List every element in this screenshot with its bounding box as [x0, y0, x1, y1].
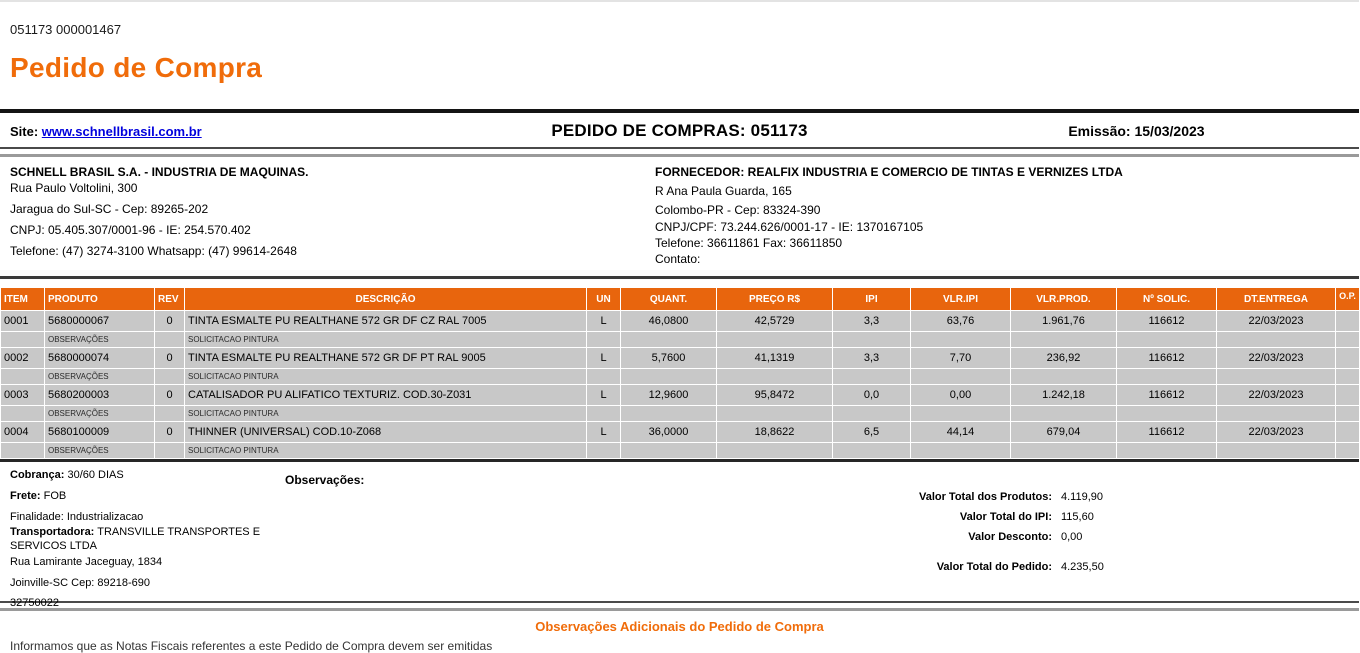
- col-header-produto: PRODUTO: [45, 288, 155, 311]
- cell-descricao: TINTA ESMALTE PU REALTHANE 572 GR DF CZ RAL 7005: [185, 311, 587, 332]
- total-discount-row: [615, 531, 1112, 543]
- footer-section: [0, 459, 1359, 610]
- cell-un: L: [587, 311, 621, 332]
- empty-cell: [587, 406, 621, 422]
- carrier-code: 32750022: [10, 597, 59, 610]
- col-header-rev: REV: [155, 288, 185, 311]
- buyer-block: [10, 165, 655, 266]
- header-divider: [0, 147, 1359, 157]
- cell-entrega: 22/03/2023: [1217, 311, 1336, 332]
- cell-op: [1336, 385, 1360, 406]
- empty-cell: [717, 369, 833, 385]
- empty-cell: [155, 406, 185, 422]
- total-products-row: [615, 491, 1112, 503]
- cell-rev: 0: [155, 422, 185, 443]
- billing-terms: [10, 469, 285, 483]
- order-number-title: PEDIDO DE COMPRAS: 051173: [551, 121, 808, 140]
- cell-preco: 41,1319: [717, 348, 833, 369]
- empty-cell: [717, 332, 833, 348]
- parties-section: [0, 157, 1359, 279]
- cell-item: 0004: [1, 422, 45, 443]
- carrier-address: Rua Lamirante Jaceguay, 1834: [10, 555, 163, 568]
- supplier-phone: Telefone: 36611861 Fax: 36611850: [655, 236, 843, 250]
- obs-label-cell: OBSERVAÇÕES: [45, 406, 155, 422]
- cell-preco: 95,8472: [717, 385, 833, 406]
- col-header-item: ITEM: [1, 288, 45, 311]
- carrier-name: TRANSVILLE TRANSPORTES E SERVICOS LTDA: [10, 526, 261, 552]
- cell-rev: 0: [155, 311, 185, 332]
- obs-label-cell: OBSERVAÇÕES: [45, 332, 155, 348]
- empty-cell: [587, 443, 621, 459]
- col-header-solic: Nº SOLIC.: [1117, 288, 1217, 311]
- total-products-label: Valor Total dos Produtos:: [918, 491, 1052, 503]
- obs-value-cell: SOLICITACAO PINTURA: [185, 406, 587, 422]
- obs-value-cell: SOLICITACAO PINTURA: [185, 443, 587, 459]
- cell-quant: 46,0800: [621, 311, 717, 332]
- total-ipi-row: [615, 511, 1112, 523]
- cell-op: [1336, 422, 1360, 443]
- cell-preco: 18,8622: [717, 422, 833, 443]
- empty-cell: [155, 332, 185, 348]
- supplier-contact: Contato:: [655, 252, 701, 266]
- total-discount-value: 0,00: [1061, 531, 1083, 543]
- freight-value: FOB: [43, 489, 67, 502]
- empty-cell: [1336, 332, 1360, 348]
- supplier-block: [655, 165, 1349, 266]
- site-link[interactable]: www.schnellbrasil.com.br: [41, 123, 202, 139]
- empty-cell: [1011, 443, 1117, 459]
- col-header-op: O.P.: [1336, 288, 1360, 311]
- cell-produto: 5680000067: [45, 311, 155, 332]
- cell-vlr_ipi: 44,14: [911, 422, 1011, 443]
- empty-cell: [1117, 443, 1217, 459]
- col-header-un: UN: [587, 288, 621, 311]
- site-line: [10, 124, 435, 139]
- cell-entrega: 22/03/2023: [1217, 348, 1336, 369]
- empty-cell: [833, 369, 911, 385]
- carrier-line: [10, 526, 285, 554]
- cell-rev: 0: [155, 385, 185, 406]
- col-header-quant: QUANT.: [621, 288, 717, 311]
- empty-cell: [911, 406, 1011, 422]
- clipped-bottom-text: Informamos que as Notas Fiscais referentes a este Pedido de Compra devem ser emitidas: [10, 639, 493, 653]
- buyer-name: SCHNELL BRASIL S.A. - INDUSTRIA DE MAQUINAS.: [10, 165, 309, 179]
- supplier-name: FORNECEDOR: REALFIX INDUSTRIA E COMERCIO DE TINTAS E VERNIZES LTDA: [655, 165, 1123, 179]
- cell-vlr_prod: 1.242,18: [1011, 385, 1117, 406]
- empty-cell: [155, 369, 185, 385]
- cell-vlr_ipi: 0,00: [911, 385, 1011, 406]
- cell-entrega: 22/03/2023: [1217, 422, 1336, 443]
- empty-cell: [1011, 406, 1117, 422]
- total-ipi-value: 115,60: [1061, 511, 1094, 523]
- col-header-entrega: DT.ENTREGA: [1217, 288, 1336, 311]
- cell-descricao: TINTA ESMALTE PU REALTHANE 572 GR DF PT RAL 9005: [185, 348, 587, 369]
- table-header-row: [1, 288, 1360, 311]
- total-order-value: 4.235,50: [1061, 561, 1104, 573]
- cell-solic: 116612: [1117, 422, 1217, 443]
- terms-block: [10, 469, 285, 610]
- table-row: [1, 348, 1360, 369]
- total-order-label: Valor Total do Pedido:: [936, 561, 1052, 573]
- col-header-descricao: DESCRIÇÃO: [185, 288, 587, 311]
- empty-cell: [1117, 369, 1217, 385]
- additional-observations-title: Observações Adicionais do Pedido de Compra: [535, 619, 824, 634]
- order-table-body: [1, 311, 1360, 459]
- cell-descricao: THINNER (UNIVERSAL) COD.10-Z068: [185, 422, 587, 443]
- supplier-city: Colombo-PR - Cep: 83324-390: [655, 203, 821, 217]
- empty-cell: [1011, 332, 1117, 348]
- empty-cell: [911, 369, 1011, 385]
- freight-label: Frete:: [10, 489, 41, 502]
- empty-cell: [1217, 443, 1336, 459]
- obs-value-cell: SOLICITACAO PINTURA: [185, 369, 587, 385]
- cell-un: L: [587, 348, 621, 369]
- empty-cell: [1336, 406, 1360, 422]
- empty-cell: [833, 443, 911, 459]
- cell-item: 0003: [1, 385, 45, 406]
- purpose-line: Finalidade: Industrializacao: [10, 510, 144, 523]
- page-title: Pedido de Compra: [10, 52, 263, 83]
- empty-cell: [155, 443, 185, 459]
- cell-ipi: 0,0: [833, 385, 911, 406]
- empty-cell: [621, 369, 717, 385]
- obs-label-cell: OBSERVAÇÕES: [45, 443, 155, 459]
- emission-date: Emissão: 15/03/2023: [1068, 123, 1205, 139]
- col-header-preco: PREÇO R$: [717, 288, 833, 311]
- buyer-address: Rua Paulo Voltolini, 300: [10, 181, 138, 195]
- empty-cell: [1, 332, 45, 348]
- cell-vlr_prod: 1.961,76: [1011, 311, 1117, 332]
- totals-block: [615, 469, 1349, 601]
- cell-un: L: [587, 422, 621, 443]
- empty-cell: [1117, 406, 1217, 422]
- cell-quant: 12,9600: [621, 385, 717, 406]
- total-order-row: [615, 561, 1112, 573]
- order-table: [0, 287, 1360, 459]
- doc-ref: 051173 000001467: [10, 22, 122, 37]
- obs-label-cell: OBSERVAÇÕES: [45, 369, 155, 385]
- table-row: [1, 385, 1360, 406]
- col-header-ipi: IPI: [833, 288, 911, 311]
- carrier-label: Transportadora:: [10, 526, 95, 539]
- cell-vlr_ipi: 7,70: [911, 348, 1011, 369]
- empty-cell: [1217, 332, 1336, 348]
- cell-preco: 42,5729: [717, 311, 833, 332]
- cell-quant: 5,7600: [621, 348, 717, 369]
- empty-cell: [833, 406, 911, 422]
- cell-solic: 116612: [1117, 311, 1217, 332]
- cell-vlr_ipi: 63,76: [911, 311, 1011, 332]
- supplier-address: R Ana Paula Guarda, 165: [655, 184, 792, 198]
- empty-cell: [621, 332, 717, 348]
- cell-quant: 36,0000: [621, 422, 717, 443]
- empty-cell: [911, 332, 1011, 348]
- cell-ipi: 6,5: [833, 422, 911, 443]
- cell-item: 0002: [1, 348, 45, 369]
- cell-ipi: 3,3: [833, 311, 911, 332]
- col-header-vlr-prod: VLR.PROD.: [1011, 288, 1117, 311]
- supplier-tax-ids: CNPJ/CPF: 73.244.626/0001-17 - IE: 1370167105: [655, 220, 924, 234]
- cell-produto: 5680200003: [45, 385, 155, 406]
- empty-cell: [1, 406, 45, 422]
- observations-row: [1, 443, 1360, 459]
- empty-cell: [911, 443, 1011, 459]
- empty-cell: [1336, 443, 1360, 459]
- buyer-city: Jaragua do Sul-SC - Cep: 89265-202: [10, 202, 209, 216]
- billing-value: 30/60 DIAS: [67, 469, 124, 481]
- obs-value-cell: SOLICITACAO PINTURA: [185, 332, 587, 348]
- table-row: [1, 422, 1360, 443]
- table-row: [1, 311, 1360, 332]
- total-ipi-label: Valor Total do IPI:: [959, 511, 1052, 523]
- cell-vlr_prod: 679,04: [1011, 422, 1117, 443]
- cell-op: [1336, 348, 1360, 369]
- observations-row: [1, 369, 1360, 385]
- empty-cell: [621, 406, 717, 422]
- empty-cell: [1, 443, 45, 459]
- cell-rev: 0: [155, 348, 185, 369]
- empty-cell: [717, 443, 833, 459]
- billing-label: Cobrança:: [10, 469, 65, 481]
- cell-entrega: 22/03/2023: [1217, 385, 1336, 406]
- empty-cell: [717, 406, 833, 422]
- observations-row: [1, 332, 1360, 348]
- cell-ipi: 3,3: [833, 348, 911, 369]
- empty-cell: [1117, 332, 1217, 348]
- empty-cell: [1, 369, 45, 385]
- cell-item: 0001: [1, 311, 45, 332]
- col-header-vlr-ipi: VLR.IPI: [911, 288, 1011, 311]
- cell-un: L: [587, 385, 621, 406]
- empty-cell: [1217, 406, 1336, 422]
- freight-terms: [10, 490, 285, 504]
- total-products-value: 4.119,90: [1061, 491, 1104, 503]
- empty-cell: [587, 332, 621, 348]
- site-label: Site:: [10, 123, 39, 139]
- empty-cell: [621, 443, 717, 459]
- carrier-city: Joinville-SC Cep: 89218-690: [10, 576, 151, 589]
- cell-produto: 5680100009: [45, 422, 155, 443]
- cell-produto: 5680000074: [45, 348, 155, 369]
- cell-solic: 116612: [1117, 385, 1217, 406]
- header-bar: [0, 109, 1359, 157]
- cell-descricao: CATALISADOR PU ALIFATICO TEXTURIZ. COD.30-Z031: [185, 385, 587, 406]
- buyer-phone: Telefone: (47) 3274-3100 Whatsapp: (47) 99614-2648: [10, 244, 297, 258]
- cell-vlr_prod: 236,92: [1011, 348, 1117, 369]
- buyer-tax-ids: CNPJ: 05.405.307/0001-96 - IE: 254.570.402: [10, 223, 251, 237]
- cell-op: [1336, 311, 1360, 332]
- empty-cell: [833, 332, 911, 348]
- empty-cell: [587, 369, 621, 385]
- total-discount-label: Valor Desconto:: [968, 531, 1052, 543]
- empty-cell: [1011, 369, 1117, 385]
- observations-label: Observações:: [285, 473, 365, 487]
- observations-row: [1, 406, 1360, 422]
- empty-cell: [1336, 369, 1360, 385]
- empty-cell: [1217, 369, 1336, 385]
- cell-solic: 116612: [1117, 348, 1217, 369]
